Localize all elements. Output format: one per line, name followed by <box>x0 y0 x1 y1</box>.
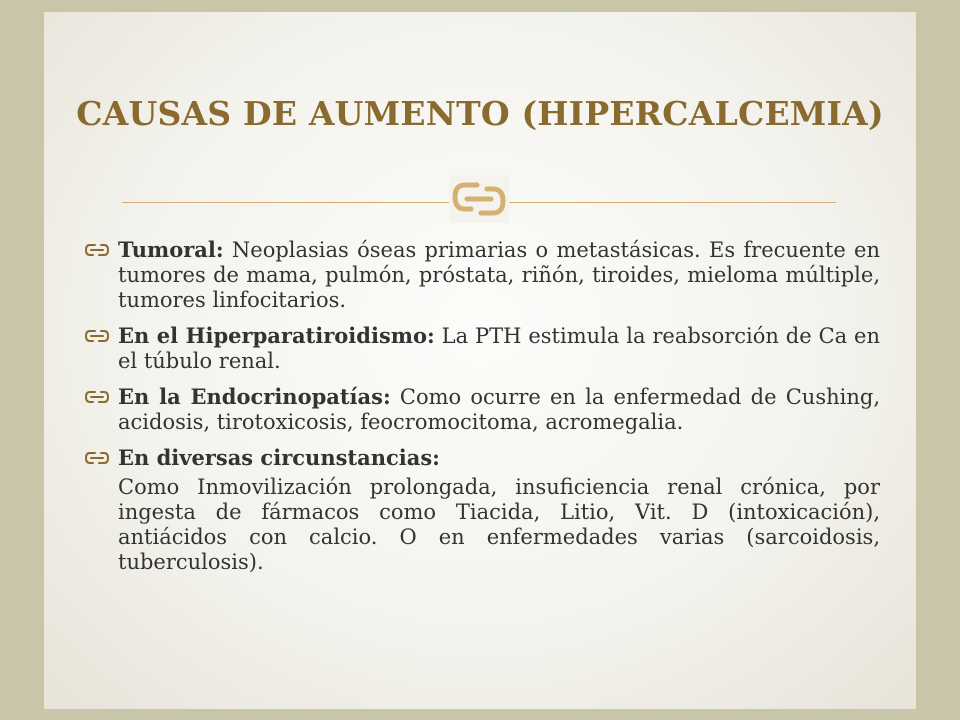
chain-link-icon <box>449 175 509 223</box>
bullet-item-hiperparatiroidismo <box>80 323 880 374</box>
chain-link-bullet-icon <box>84 328 110 344</box>
slide-title: CAUSAS DE AUMENTO (HIPERCALCEMIA) <box>76 94 884 133</box>
bullet-text: Neoplasias óseas primarias o metastásicas. Es frecuente en tumores de mama, pulmón, próstata, riñón, tiroides, mieloma múltiple, tumores linfocitarios. <box>118 238 880 312</box>
bullet-item-endocrinopatias <box>80 384 880 435</box>
bullet-term: En la Endocrinopatías: <box>118 384 391 409</box>
continuation-paragraph: Como Inmovilización prolongada, insuficiencia renal crónica, por ingesta de fármacos como Tiacida, Litio, Vit. D (intoxicación), antiácidos con calcio. O en enfermedades varias (sarcoidosis, tuberculosis). <box>118 475 880 574</box>
bullet-text: Como ocurre en la enfermedad de Cushing, acidosis, tirotoxicosis, feocromocitoma, acromegalia. <box>118 385 880 434</box>
bullet-term: Tumoral: <box>118 237 224 262</box>
bullet-text: La PTH estimula la reabsorción de Ca en el túbulo renal. <box>118 324 880 373</box>
chain-link-bullet-icon <box>84 389 110 405</box>
bullet-term: En diversas circunstancias: <box>118 445 440 470</box>
bullet-term: En el Hiperparatiroidismo: <box>118 323 435 348</box>
chain-link-bullet-icon <box>84 450 110 466</box>
slide-body <box>80 237 880 575</box>
bullet-item-tumoral <box>80 237 880 313</box>
divider-ornament <box>449 175 509 223</box>
chain-link-bullet-icon <box>84 242 110 258</box>
bullet-item-diversas-circunstancias <box>80 445 880 471</box>
